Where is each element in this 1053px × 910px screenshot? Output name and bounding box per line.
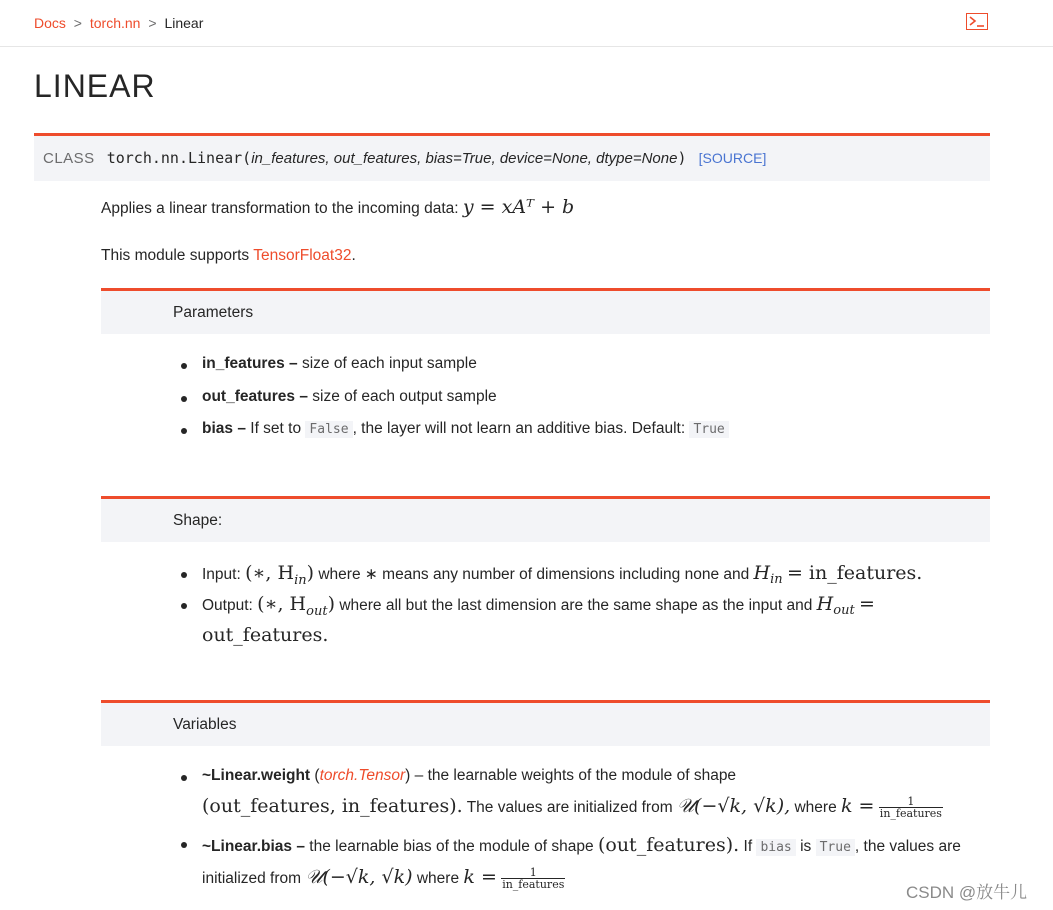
bias-name: ~Linear.bias – [202,838,305,855]
shape-heading: Shape: [173,512,223,529]
tf32-line [101,247,356,265]
bias-init: initialized from [202,870,302,887]
breadcrumb-torch-nn-link[interactable]: torch.nn [89,15,141,31]
formula: y = xAᵀ + b [462,196,575,218]
bias-dist: 𝒰(−√k, √k) [305,866,413,888]
frac-num: 1 [907,795,915,809]
frac-den: in_features [502,878,565,892]
terminal-icon[interactable] [966,13,988,30]
param-name: bias – [202,420,246,437]
frac-den: in_features [879,807,942,821]
where-text: where [416,870,460,887]
bias-rest: , the values are [854,838,961,855]
weight-name: ~Linear.weight [202,767,311,784]
output-line2: out_features. [202,624,329,646]
class-signature [34,133,990,181]
bias-is: is [800,838,812,855]
input-eq: H [753,562,771,584]
param-name: out_features – [202,388,308,405]
breadcrumb-separator: > [73,15,82,31]
output-eq: H [816,593,834,615]
param-desc: If set to [250,420,302,437]
output-label: Output: [202,597,253,614]
param-desc: size of each output sample [312,388,497,405]
code-true: True [689,421,728,438]
breadcrumb [34,15,203,31]
class-params: in_features, out_features, bias=True, device=None, dtype=None [251,150,678,167]
watermark: CSDN @放牛儿 [906,883,1028,902]
parameters-header [101,288,990,334]
breadcrumb-docs-link[interactable]: Docs [34,15,66,31]
source-link[interactable]: [SOURCE] [698,150,767,166]
output-sub: out [306,603,328,619]
k-eq: k = [463,866,497,888]
bias-shape: (out_features). [597,834,740,856]
param-name: in_features – [202,355,298,372]
class-label: CLASS [43,150,95,167]
shape-header [101,496,990,542]
weight-init: The values are initialized from [466,799,673,816]
input-label: Input: [202,566,241,583]
class-close: ) [677,149,687,167]
input-math: (∗, H [245,562,295,584]
description-text: Applies a linear transformation to the incoming data: [101,200,459,217]
description-line [101,196,574,218]
weight-shape: (out_features, in_features). [202,795,463,817]
code-true: True [816,839,855,856]
param-desc: , the layer will not learn an additive bias. Default: [352,420,686,437]
breadcrumb-current: Linear [164,15,204,31]
parameters-heading: Parameters [173,304,254,321]
weight-desc: – the learnable weights of the module of shape [414,767,737,784]
fraction [879,796,943,819]
param-desc: size of each input sample [301,355,477,372]
input-eq-sub: in [770,572,783,588]
breadcrumb-separator: > [148,15,157,31]
where-text: where [794,799,837,816]
frac-num: 1 [529,866,537,880]
code-bias: bias [756,839,795,856]
page-title: LINEAR [34,68,156,104]
weight-dist: 𝒰(−√k, √k), [676,795,791,817]
input-sub: in [294,572,307,588]
variables-header [101,700,990,746]
k-eq: k = [841,795,875,817]
bias-desc: the learnable bias of the module of shape [309,838,594,855]
tensor-type-link[interactable]: torch.Tensor [319,767,406,784]
bias-if: If [743,838,753,855]
output-eq-rhs: = [859,593,875,615]
input-eq-rhs: = in_features. [786,562,923,584]
output-text: where all but the last dimension are the same shape as the input and [339,597,813,614]
input-text: where ∗ means any number of dimensions including none and [318,566,750,583]
tensorfloat32-link[interactable]: TensorFloat32 [253,247,352,264]
output-math: (∗, H [257,593,307,615]
code-false: False [305,421,352,438]
variables-heading: Variables [173,716,237,733]
fraction [501,867,565,890]
tf32-prefix: This module supports [101,247,250,264]
tf32-suffix: . [351,247,356,264]
top-bar [0,0,1053,47]
class-name: torch.nn.Linear( [106,149,252,167]
output-eq-sub: out [833,603,855,619]
